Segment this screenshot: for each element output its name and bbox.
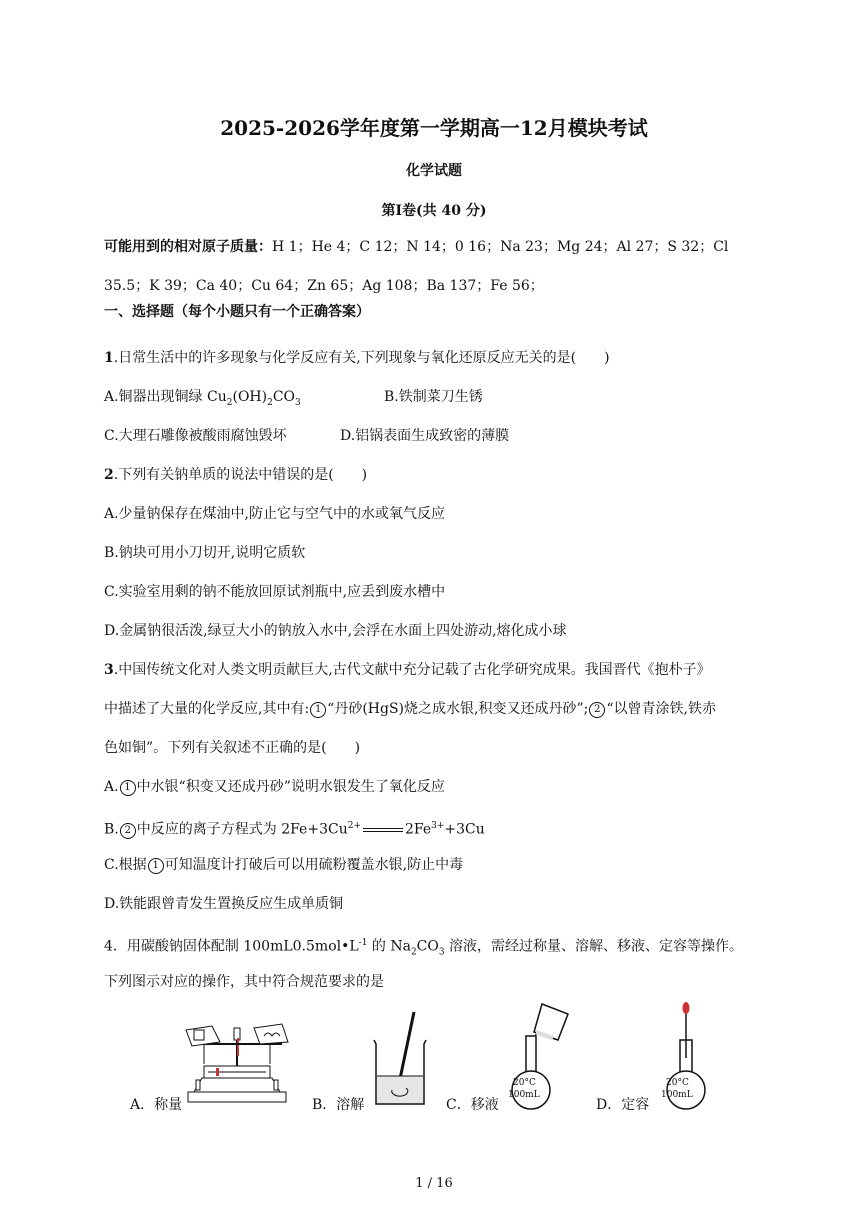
circled-2: 2	[589, 702, 605, 718]
option-d: D.铝锅表面生成致密的薄膜	[340, 428, 510, 444]
question-3-option-b: B. 2 中反应的离子方程式为 $2Fe+3Cu^{2+}$ $2Fe^{3+}+3Cu$	[104, 821, 485, 838]
question-4-stem-2: 下列图示对应的操作，其中符合规范要求的是	[104, 974, 384, 990]
question-3-option-c: C.根据 1 可知温度计打破后可以用硫粉覆盖水银,防止中毒	[104, 857, 464, 873]
question-3-stem-2: 中描述了大量的化学反应,其中有: 1 “丹砂(HgS)烧之成水银,积变又还成丹砂”; 2 “以曾青涂铁,铁赤	[104, 701, 716, 717]
question-number: 1	[104, 350, 114, 366]
beaker-figure	[370, 1010, 430, 1110]
question-3-stem-3: 色如铜”。下列有关叙述不正确的是( )	[104, 740, 361, 756]
question-4-figures	[120, 1000, 740, 1120]
page-number: 1 / 16	[415, 1176, 453, 1191]
question-text: .中国传统文化对人类文明贡献巨大,古代文献中充分记载了古化学研究成果。我国晋代《抱朴子》	[113, 662, 711, 678]
question-1-stem	[104, 348, 768, 368]
flask-c-volume: 100mL	[508, 1090, 540, 1100]
question-3-option-a: A. 1 中水银“积变又还成丹砂”说明水银发生了氧化反应	[104, 779, 445, 795]
question-2-option-a: A.少量钠保存在煤油中,防止它与空气中的水或氧气反应	[104, 506, 446, 522]
option-a: A.铜器出现铜绿 $Cu_2(OH)_2CO_3$	[104, 389, 301, 408]
equation-equals-sign	[363, 828, 403, 832]
question-text: .下列有关钠单质的说法中错误的是( )	[113, 467, 368, 483]
circled-1: 1	[120, 780, 136, 796]
question-4-stem-1: 4．用碳酸钠固体配制 $100mL0.5mol•L^{-1}$ 的 $Na_2CO_3$ 溶液，需经过称量、溶解、移液、定容等操作。	[104, 938, 744, 958]
figure-a-label: A．称量	[130, 1097, 183, 1113]
question-1-options-cd	[104, 426, 768, 446]
figure-d-label: D．定容	[596, 1097, 650, 1113]
atomic-mass-line-2: 35.5；K 39；Ca 40；Cu 64；Zn 65；Ag 108；Ba 137；Fe 56；	[104, 278, 544, 294]
question-number: 3	[104, 662, 114, 678]
option-b: B.铁制菜刀生锈	[384, 389, 483, 405]
exam-title: 2025-2026学年度第一学期高一12月模块考试	[220, 116, 648, 140]
question-1-options-ab	[104, 387, 768, 413]
question-text: .日常生活中的许多现象与化学反应有关,下列现象与氧化还原反应无关的是( )	[113, 350, 610, 366]
atomic-mass-line-1	[104, 237, 768, 257]
section-heading: 一、选择题（每个小题只有一个正确答案）	[104, 304, 370, 320]
balance-scale-figure	[182, 1018, 292, 1108]
flask-d-temp: 20°C	[666, 1078, 689, 1088]
volume-title: 第Ⅰ卷(共 40 分)	[381, 203, 487, 219]
circled-2: 2	[120, 823, 136, 839]
option-c: C.大理石雕像被酸雨腐蚀毁坏	[104, 428, 287, 444]
circled-1: 1	[310, 702, 326, 718]
question-number: 2	[104, 467, 114, 483]
question-2-stem	[104, 465, 768, 485]
subject-title: 化学试题	[406, 163, 462, 179]
flask-d-volume: 100mL	[661, 1090, 693, 1100]
atomic-mass-values-1: H 1；He 4；C 12；N 14；0 16；Na 23；Mg 24；Al 27；S 32；Cl	[272, 239, 729, 255]
flask-c-temp: 20°C	[513, 1078, 536, 1088]
figure-c-label: C．移液	[446, 1097, 499, 1113]
question-2-option-d: D.金属钠很活泼,绿豆大小的钠放入水中,会浮在水面上四处游动,熔化成小球	[104, 623, 567, 639]
question-3-stem-1	[104, 660, 768, 680]
question-2-option-b: B.钠块可用小刀切开,说明它质软	[104, 545, 306, 561]
circled-1: 1	[148, 858, 164, 874]
question-2-option-c: C.实验室用剩的钠不能放回原试剂瓶中,应丢到废水槽中	[104, 584, 446, 600]
figure-b-label: B．溶解	[312, 1097, 365, 1113]
question-3-option-d: D.铁能跟曾青发生置换反应生成单质铜	[104, 896, 344, 912]
atomic-mass-label: 可能用到的相对原子质量：	[104, 239, 272, 255]
